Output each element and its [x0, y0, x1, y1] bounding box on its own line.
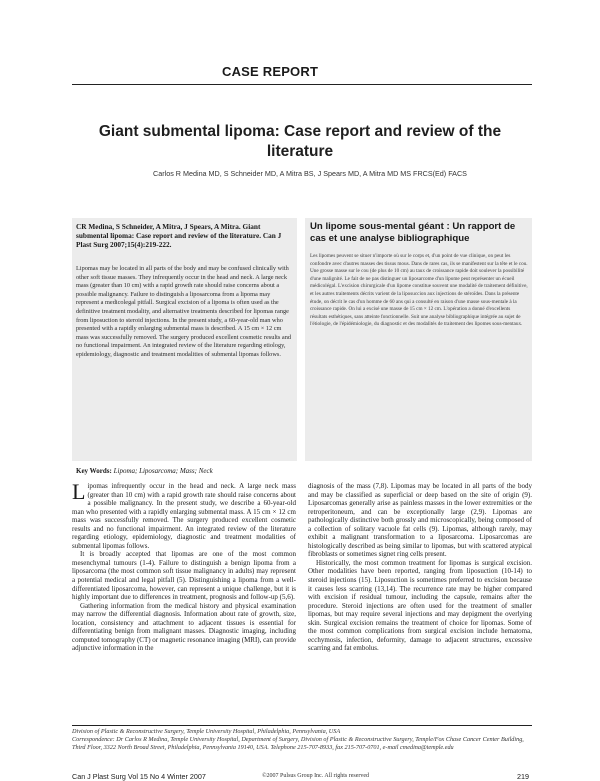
affiliation-line: Division of Plastic & Reconstructive Surgery, Temple University Hospital, Philadelphia, Pennsylvania, USA [72, 728, 341, 735]
page-number: 219 [517, 772, 529, 781]
section-label: CASE REPORT [222, 64, 319, 79]
citation: CR Medina, S Schneider, A Mitra, J Spears, A Mitra. Giant submental lipoma: Case report and review of the literature. Can J Plast Surg 2007;15(4):219-222. [76, 222, 282, 250]
body-paragraph: Gathering information from the medical history and physical examination may narrow the differential diagnosis. Information about rate of growth, size, location, consistency and attachment to adjacent tissues is essential for differentiating benign from malignant masses. Diagnostic imaging, including computed tomography (CT) or magnetic resonance imaging (MRI), can provide adjunctive information in the [72, 601, 296, 653]
keywords-label: Key Words: [76, 467, 112, 475]
body-paragraph: It is broadly accepted that lipomas are one of the most common mesenchymal tumours (1-4). Failure to distinguish a benign lipoma from a liposarcoma (the most common soft tissue malignancy in adults) may represent a potential medical and legal pitfall (5). Distinguishing a lipoma from a well-differentiated liposarcoma, however, can represent a unique challenge, but it is highly important due to differences in treatment, prognosis and follow-up (5,6). [72, 550, 296, 602]
header-rule [72, 84, 532, 85]
keywords [76, 467, 296, 475]
affiliation-rule [72, 725, 532, 726]
french-title: Un lipome sous-mental géant : Un rapport de cas et une analyse bibliographique [310, 221, 516, 244]
english-abstract: Lipomas may be located in all parts of the body and may be confused clinically with other soft tissue masses. They infrequently occur in the head and neck. A large neck mass (greater than 10 cm) with a rapid growth rate should raise concerns about a possible malignancy. Failure to distinguish a liposarcoma from a lipoma may represent a medicolegal pitfall. Surgical excision of a lipoma is often used as the definitive treatment modality, and alternative treatments described for lipomas range from liposuction to steroid injections. In the present study, a 60-year-old man who presented with a rapidly enlarging submental mass is described. A 15 cm × 12 cm mass was successfully removed. The surgery produced excellent cosmetic results and no functional impairment. An integrated review of the literature regarding etiology, epidemiology, diagnostic and treatment modalities of submental lipomas follows. [76, 265, 292, 358]
correspondence-line: Correspondence: Dr Carlos R Medina, Temple University Hospital, Department of Surgery, Division of Plastic & Reconstructive Surgery, Temple/Fox Chase Cancer Center Building, Third Floor, 3322 North Broad Street, Philadelphia, Pennsylvania 19140, USA. Telephone 215-707-8933, fax 215-707-0701, e-mail cmedina@temple.edu [72, 736, 524, 752]
body-column-left [72, 479, 296, 653]
body-paragraph: diagnosis of the mass (7,8). Lipomas may be located in all parts of the body and may be classified as superficial or deep based on the site of origin (9). Liposarcomas generally arise as painless masses in the lower extremities or the retroperitoneum, and can be exceptionally large (2,9). Lipomas are pathologically distinctive both grossly and microscopically, being composed of a collection of solitary vacuole fat cells (9). Lipomas, although rarely, may exhibit a malignant transformation to a liposarcoma. Liposarcomas are histologically described as being similar to lipomas, but with scattered atypical fibroblasts or sometimes signet ring cells present. [308, 482, 532, 559]
journal-footer: Can J Plast Surg Vol 15 No 4 Winter 2007 [72, 772, 206, 781]
body-column-right [308, 482, 532, 653]
copyright-footer: ©2007 Pulsus Group Inc. All rights reserved [262, 773, 370, 779]
author-list: Carlos R Medina MD, S Schneider MD, A Mitra BS, J Spears MD, A Mitra MD MS FRCS(Ed) FACS [153, 169, 467, 178]
article-title: Giant submental lipoma: Case report and review of the literature [98, 123, 502, 160]
keywords-list: Lipoma; Liposarcoma; Mass; Neck [113, 467, 213, 475]
french-abstract: Les lipomes peuvent se situer n'importe où sur le corps et, d'un point de vue clinique, on peut les confondre avec d'autres masses des tissus mous. Dans de rares cas, ils se manifestent sur la tête et le cou. Une grosse masse sur le cou (de plus de 10 cm) au taux de croissance rapide doit soulever la possibilité d'une malignité. Le fait de ne pas distinguer un liposarcome d'un lipome peut représenter un écueil médicolégal. L'excision chirurgicale d'un lipome constitue souvent une modalité de traitement définitive, et les autres traitements décrits varient de la liposuccion aux injections de stéroïdes. Dans la présente étude, on décrit le cas d'un homme de 60 ans qui a consulté en raison d'une masse sous-mentale à la croissance rapide. On lui a excisé une masse de 15 cm × 12 cm. L'opération a donné d'excellents résultats esthétiques, sans atteinte fonctionnelle. Suit une analyse bibliographique intégrée au sujet de l'étiologie, de l'épidémiologie, du diagnostic et des modalités de traitement des lipomes sous-mentaux. [310, 253, 528, 328]
body-paragraph: Lipomas infrequently occur in the head and neck. A large neck mass (greater than 10 cm) with a rapid growth rate should raise concerns about a possible malignancy. In the present study, we describe a 60-year-old man who presented with a rapidly enlarging submental mass. A 15 cm × 12 cm mass was successfully removed. The surgery produced excellent cosmetic results and no functional impairment. An integrated review of the literature regarding etiology, epidemiology, diagnostic and treatment modalities of submental lipomas follows. [72, 479, 296, 550]
affiliations [72, 728, 536, 753]
drop-cap: L [72, 479, 86, 504]
body-paragraph: Historically, the most common treatment for lipomas is surgical excision. Other modalities have been reported, ranging from liposuction (10-14) to steroid injections (15). Liposuction is sometimes preferred to excision because it causes less scarring (13,14). The recurrence rate may be higher compared with excision if residual tumour, including the capsule, remains after the procedure. Steroid injections are often used for the treatment of smaller lipomas, but may require several injections and may depigment the overlying skin. Surgical excision remains the treatment of choice for lipomas. Some of the most common complications from surgical excision include hematoma, ecchymosis, infection, deformity, damage to adjacent structures, excessive scarring and fat embolus. [308, 558, 532, 653]
